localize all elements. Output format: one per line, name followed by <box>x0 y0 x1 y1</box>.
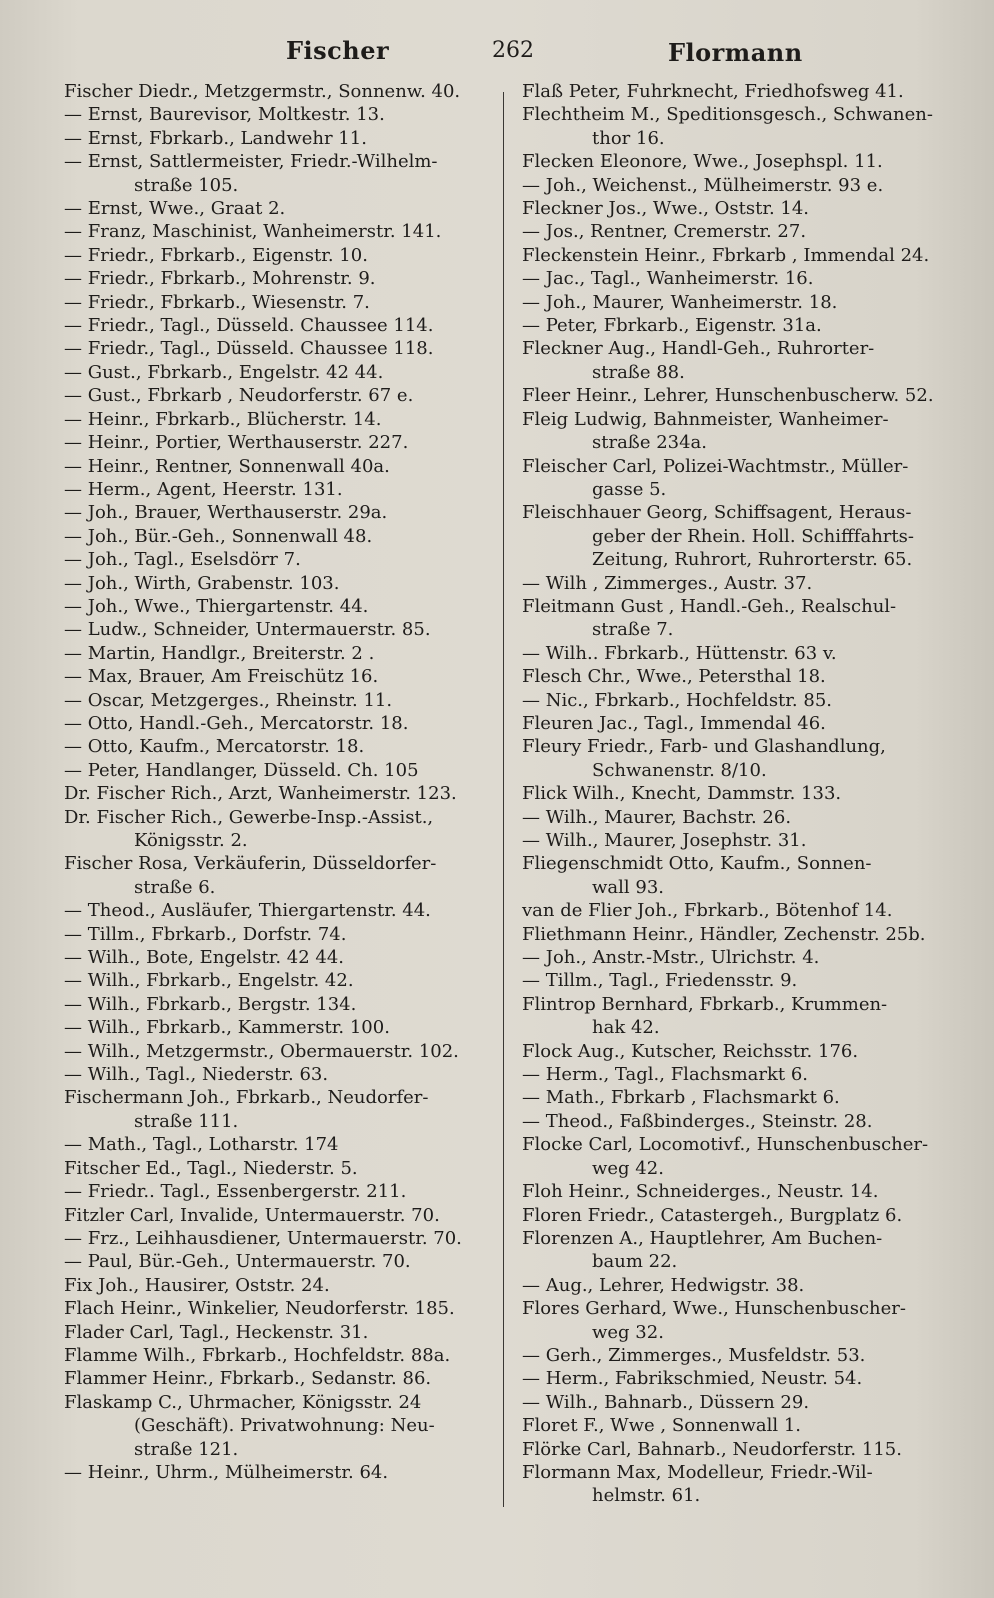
directory-entry: Dr. Fischer Rich., Gewerbe-Insp.-Assist., <box>64 806 434 828</box>
directory-entry: Fitzler Carl, Invalide, Untermauerstr. 70. <box>64 1204 440 1226</box>
directory-entry-continuation: Zeitung, Ruhrort, Ruhrorterstr. 65. <box>592 549 913 571</box>
directory-entry: Flesch Chr., Wwe., Petersthal 18. <box>522 666 826 688</box>
directory-entry: — Theod., Faßbinderges., Steinstr. 28. <box>522 1110 873 1132</box>
directory-entry: Flader Carl, Tagl., Heckenstr. 31. <box>64 1321 369 1343</box>
directory-entry: Fleer Heinr., Lehrer, Hunschenbuscherw. 52. <box>522 385 934 407</box>
directory-entry: — Heinr., Portier, Werthauserstr. 227. <box>64 432 409 454</box>
directory-entry: — Gust., Fbrkarb , Neudorferstr. 67 e. <box>64 385 414 407</box>
directory-entry-continuation: Schwanenstr. 8/10. <box>592 759 767 781</box>
directory-entry: — Wilh., Fbrkarb., Kammerstr. 100. <box>64 1017 390 1039</box>
directory-entry: — Heinr., Fbrkarb., Blücherstr. 14. <box>64 408 382 430</box>
directory-entry: Flocke Carl, Locomotivf., Hunschenbuscher- <box>522 1134 929 1156</box>
directory-entry: — Franz, Maschinist, Wanheimerstr. 141. <box>64 221 442 243</box>
directory-entry: Fischer Rosa, Verkäuferin, Düsseldorfer- <box>64 853 437 875</box>
directory-entry-continuation: hak 42. <box>592 1017 660 1039</box>
directory-entry-continuation: helmstr. 61. <box>592 1485 701 1507</box>
directory-entry: — Friedr., Fbrkarb., Eigenstr. 10. <box>64 244 368 266</box>
directory-entry-continuation: straße 105. <box>134 174 239 196</box>
directory-entry: — Joh., Brauer, Werthauserstr. 29a. <box>64 502 388 524</box>
directory-entry: — Friedr., Fbrkarb., Wiesenstr. 7. <box>64 291 370 313</box>
directory-entry: Flock Aug., Kutscher, Reichsstr. 176. <box>522 1040 859 1062</box>
directory-entry: — Wilh., Maurer, Bachstr. 26. <box>522 806 792 828</box>
directory-entry: — Tillm., Fbrkarb., Dorfstr. 74. <box>64 923 347 945</box>
directory-entry-continuation: (Geschäft). Privatwohnung: Neu- <box>134 1415 435 1437</box>
directory-entry: Florenzen A., Hauptlehrer, Am Buchen- <box>522 1227 883 1249</box>
header-last-name: Flormann <box>668 38 803 67</box>
directory-entry: Flormann Max, Modelleur, Friedr.-Wil- <box>522 1461 873 1483</box>
directory-entry-continuation: thor 16. <box>592 127 665 149</box>
directory-entry: Fliethmann Heinr., Händler, Zechenstr. 25b. <box>522 923 926 945</box>
directory-entry: — Wilh , Zimmerges., Austr. 37. <box>522 572 813 594</box>
directory-entry: — Wilh., Tagl., Niederstr. 63. <box>64 1064 329 1086</box>
directory-entry-continuation: wall 93. <box>592 876 664 898</box>
directory-entry: — Heinr., Rentner, Sonnenwall 40a. <box>64 455 390 477</box>
directory-entry: — Frz., Leihhausdiener, Untermauerstr. 70. <box>64 1227 462 1249</box>
directory-entry: — Wilh., Fbrkarb., Bergstr. 134. <box>64 993 357 1015</box>
directory-entry: Flores Gerhard, Wwe., Hunschenbuscher- <box>522 1298 906 1320</box>
directory-entry: — Heinr., Uhrm., Mülheimerstr. 64. <box>64 1461 389 1483</box>
directory-entry: — Math., Tagl., Lotharstr. 174 <box>64 1134 339 1156</box>
page-header <box>0 30 994 70</box>
directory-entry: — Martin, Handlgr., Breiterstr. 2 . <box>64 642 375 664</box>
directory-entry: Flechtheim M., Speditionsgesch., Schwanen- <box>522 104 933 126</box>
directory-entry: Flecken Eleonore, Wwe., Josephspl. 11. <box>522 151 883 173</box>
directory-entry: Flaß Peter, Fuhrknecht, Friedhofsweg 41. <box>522 81 904 102</box>
directory-entry: — Wilh., Fbrkarb., Engelstr. 42. <box>64 970 354 992</box>
directory-entry: Flick Wilh., Knecht, Dammstr. 133. <box>522 783 842 805</box>
directory-entry-continuation: gasse 5. <box>592 478 667 500</box>
directory-entry: Fischermann Joh., Fbrkarb., Neudorfer- <box>64 1087 429 1109</box>
directory-entry-continuation: Königsstr. 2. <box>134 830 248 851</box>
directory-entry: — Joh., Maurer, Wanheimerstr. 18. <box>522 291 838 313</box>
directory-entry: Fix Joh., Hausirer, Oststr. 24. <box>64 1274 330 1296</box>
directory-entry-continuation: baum 22. <box>592 1251 678 1273</box>
directory-entry: — Wilh., Bahnarb., Düssern 29. <box>522 1391 810 1413</box>
directory-entry: Fleig Ludwig, Bahnmeister, Wanheimer- <box>522 408 889 430</box>
directory-entry: — Aug., Lehrer, Hedwigstr. 38. <box>522 1274 805 1296</box>
directory-entry-continuation: weg 32. <box>592 1321 664 1343</box>
directory-entry: — Joh., Anstr.-Mstr., Ulrichstr. 4. <box>522 947 820 969</box>
directory-entry: — Jac., Tagl., Wanheimerstr. 16. <box>522 268 814 290</box>
directory-entry: Flamme Wilh., Fbrkarb., Hochfeldstr. 88a. <box>64 1344 451 1366</box>
directory-entry: — Joh., Tagl., Eselsdörr 7. <box>64 549 301 571</box>
directory-entry: Flach Heinr., Winkelier, Neudorferstr. 185. <box>64 1298 455 1320</box>
left-column <box>64 80 494 1484</box>
directory-entry: — Peter, Fbrkarb., Eigenstr. 31a. <box>522 315 822 337</box>
directory-entry: — Peter, Handlanger, Düsseld. Ch. 105 <box>64 759 419 781</box>
directory-entry: — Tillm., Tagl., Friedensstr. 9. <box>522 970 798 992</box>
directory-entry: — Herm., Agent, Heerstr. 131. <box>64 478 343 500</box>
directory-entry-continuation: straße 7. <box>592 619 674 641</box>
directory-entry: Fleischer Carl, Polizei-Wachtmstr., Müller- <box>522 455 909 477</box>
directory-entry-continuation: straße 121. <box>134 1438 239 1460</box>
directory-entry: — Joh., Wwe., Thiergartenstr. 44. <box>64 595 369 617</box>
directory-entry: Fleury Friedr., Farb- und Glashandlung, <box>522 736 886 758</box>
directory-entry-continuation: straße 234a. <box>592 432 708 454</box>
directory-entry: — Math., Fbrkarb , Flachsmarkt 6. <box>522 1087 840 1109</box>
directory-entry: — Ludw., Schneider, Untermauerstr. 85. <box>64 619 431 641</box>
directory-entry: — Wilh., Maurer, Josephstr. 31. <box>522 830 807 851</box>
directory-entry: — Joh., Weichenst., Mülheimerstr. 93 e. <box>522 174 884 196</box>
directory-entry-continuation: geber der Rhein. Holl. Schifffahrts- <box>592 525 914 547</box>
directory-entry: — Wilh., Metzgermstr., Obermauerstr. 102. <box>64 1040 459 1062</box>
directory-entry: Fleitmann Gust , Handl.-Geh., Realschul- <box>522 595 897 617</box>
directory-entry: — Friedr., Tagl., Düsseld. Chaussee 114. <box>64 315 434 337</box>
directory-entry: Fischer Diedr., Metzgermstr., Sonnenw. 40. <box>64 81 461 102</box>
directory-entry: — Theod., Ausläufer, Thiergartenstr. 44. <box>64 900 431 922</box>
directory-entry: — Friedr.. Tagl., Essenbergerstr. 211. <box>64 1181 407 1203</box>
directory-entry: — Oscar, Metzgerges., Rheinstr. 11. <box>64 689 393 711</box>
directory-entry: Flaskamp C., Uhrmacher, Königsstr. 24 <box>64 1391 422 1413</box>
directory-entry: — Ernst, Sattlermeister, Friedr.-Wilhelm- <box>64 151 438 173</box>
directory-entry: Floh Heinr., Schneiderges., Neustr. 14. <box>522 1181 879 1203</box>
directory-entry-continuation: weg 42. <box>592 1157 664 1179</box>
directory-entry: — Gerh., Zimmerges., Musfeldstr. 53. <box>522 1344 866 1366</box>
directory-entry: Floren Friedr., Catastergeh., Burgplatz 6. <box>522 1204 903 1226</box>
directory-entry: Flörke Carl, Bahnarb., Neudorferstr. 115. <box>522 1438 902 1460</box>
directory-entry: — Paul, Bür.-Geh., Untermauerstr. 70. <box>64 1251 411 1273</box>
directory-entry: — Nic., Fbrkarb., Hochfeldstr. 85. <box>522 689 832 711</box>
directory-entry: Fliegenschmidt Otto, Kaufm., Sonnen- <box>522 853 872 875</box>
directory-entry: Fleckenstein Heinr., Fbrkarb , Immendal 24. <box>522 244 930 266</box>
directory-entry: — Ernst, Wwe., Graat 2. <box>64 198 286 220</box>
header-first-name: Fischer <box>286 36 390 65</box>
directory-entry: Fleischhauer Georg, Schiffsagent, Heraus- <box>522 502 912 524</box>
directory-entry: — Joh., Wirth, Grabenstr. 103. <box>64 572 340 594</box>
directory-entry: — Wilh., Bote, Engelstr. 42 44. <box>64 947 345 969</box>
directory-entry: Floret F., Wwe , Sonnenwall 1. <box>522 1415 802 1437</box>
directory-entry: Fleuren Jac., Tagl., Immendal 46. <box>522 712 826 734</box>
directory-entry: — Herm., Fabrikschmied, Neustr. 54. <box>522 1368 863 1390</box>
directory-entry: — Herm., Tagl., Flachsmarkt 6. <box>522 1064 809 1086</box>
directory-entry-continuation: straße 111. <box>134 1110 239 1132</box>
page-number: 262 <box>492 38 534 63</box>
directory-entry: van de Flier Joh., Fbrkarb., Bötenhof 14. <box>522 900 893 922</box>
directory-entry: — Friedr., Fbrkarb., Mohrenstr. 9. <box>64 268 376 290</box>
directory-entry: — Ernst, Baurevisor, Moltkestr. 13. <box>64 104 385 126</box>
directory-entry: — Otto, Handl.-Geh., Mercatorstr. 18. <box>64 712 409 734</box>
directory-entry: Fitscher Ed., Tagl., Niederstr. 5. <box>64 1157 358 1179</box>
directory-entry: — Ernst, Fbrkarb., Landwehr 11. <box>64 127 367 149</box>
directory-entry: — Gust., Fbrkarb., Engelstr. 42 44. <box>64 361 384 383</box>
directory-entry: — Wilh.. Fbrkarb., Hüttenstr. 63 v. <box>522 642 837 664</box>
directory-entry-continuation: straße 88. <box>592 361 685 383</box>
column-divider <box>503 92 504 1507</box>
directory-entry: — Jos., Rentner, Cremerstr. 27. <box>522 221 807 243</box>
directory-entry: — Otto, Kaufm., Mercatorstr. 18. <box>64 736 365 758</box>
right-column <box>522 80 954 1508</box>
directory-entry: Flammer Heinr., Fbrkarb., Sedanstr. 86. <box>64 1368 432 1390</box>
directory-entry: Flintrop Bernhard, Fbrkarb., Krummen- <box>522 993 888 1015</box>
directory-entry: Fleckner Aug., Handl-Geh., Ruhrorter- <box>522 338 875 360</box>
directory-entry: — Joh., Bür.-Geh., Sonnenwall 48. <box>64 525 373 547</box>
directory-entry-continuation: straße 6. <box>134 876 216 898</box>
directory-entry: — Max, Brauer, Am Freischütz 16. <box>64 666 379 688</box>
directory-entry: — Friedr., Tagl., Düsseld. Chaussee 118. <box>64 338 434 360</box>
directory-entry: Dr. Fischer Rich., Arzt, Wanheimerstr. 123. <box>64 783 457 805</box>
directory-entry: Fleckner Jos., Wwe., Oststr. 14. <box>522 198 810 220</box>
